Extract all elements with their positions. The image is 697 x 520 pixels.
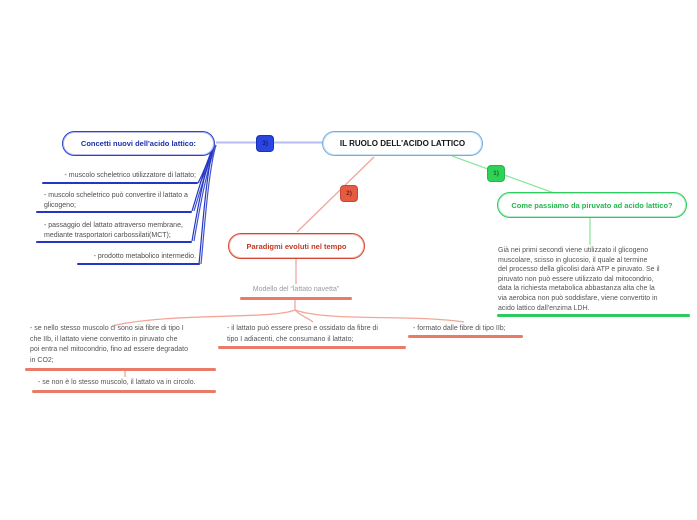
order-badge-3-label: 3): [262, 140, 268, 147]
green-paragraph-line: muscolare, scisso in glucosio, il quale al termine: [498, 256, 648, 264]
red-sub-node-underline: [240, 297, 352, 300]
red-item-1-line: che IIb, il lattato viene convertito in piruvato che: [30, 335, 178, 343]
blue-item-1[interactable]: [38, 171, 196, 181]
blue-item-4[interactable]: [40, 252, 196, 262]
green-paragraph[interactable]: [498, 246, 692, 313]
blue-item-3[interactable]: [44, 221, 204, 241]
blue-item-2-line: glicogeno;: [44, 202, 76, 209]
red-item-4[interactable]: [413, 324, 523, 335]
green-paragraph-line: via aerobica non può soddisfare, viene convertito in: [498, 294, 658, 302]
red-item-2-underline: [32, 390, 216, 393]
blue-item-3-line: - passaggio del lattato attraverso membrane,: [44, 222, 183, 229]
blue-item-2-underline: [36, 211, 192, 213]
red-item-3[interactable]: [227, 324, 407, 345]
green-paragraph-underline: [497, 314, 690, 317]
red-item-1-underline: [25, 368, 216, 371]
order-badge-1[interactable]: [487, 165, 505, 182]
green-paragraph-line: data la richiesta metabolica abbastanza alta che la: [498, 285, 655, 293]
green-branch-node-label: Come passiamo da piruvato ad acido lattico?: [511, 200, 673, 210]
blue-item-3-line: mediante trasportatori carbossilati(MCT);: [44, 232, 171, 239]
green-branch-node[interactable]: [497, 192, 687, 218]
green-paragraph-line: acido lattico dall'enzima LDH.: [498, 304, 590, 312]
order-badge-1-label: 1): [493, 170, 499, 177]
blue-item-1-underline: [42, 182, 198, 184]
red-sub-node[interactable]: [240, 286, 352, 293]
blue-item-4-line: - prodotto metabolico intermedio.: [93, 253, 196, 260]
red-item-1-line: - se nello stesso muscolo ci sono sia fibre di tipo I: [30, 325, 184, 332]
blue-branch-node-label: Concetti nuovi dell'acido lattico:: [80, 139, 197, 148]
blue-item-2[interactable]: [44, 191, 204, 211]
blue-item-4-underline: [77, 263, 200, 265]
blue-item-2-line: - muscolo scheletrico può convertire il lattato a: [44, 192, 188, 199]
red-item-4-underline: [408, 335, 523, 338]
order-badge-3[interactable]: [256, 135, 274, 152]
order-badge-2[interactable]: [340, 185, 358, 202]
red-sub-node-label: Modello del “lattato navetta”: [252, 286, 340, 293]
red-item-1[interactable]: [30, 324, 220, 366]
green-paragraph-line: del processo della glicolisi darà ATP e piruvato. Se il: [498, 266, 660, 274]
red-item-2-line: - se non è lo stesso muscolo, il lattato va in circolo.: [38, 379, 196, 386]
root-node-label: IL RUOLO DELL'ACIDO LATTICO: [339, 139, 466, 148]
red-item-4-line: - formato dalle fibre di tipo IIb;: [413, 325, 506, 332]
green-paragraph-line: Già nei primi secondi viene utilizzato il glicogeno: [498, 247, 649, 254]
red-item-1-line: in CO2;: [30, 356, 54, 364]
blue-item-1-line: - muscolo scheletrico utilizzatore di lattato;: [64, 172, 196, 179]
red-item-2[interactable]: [38, 378, 220, 389]
root-node[interactable]: [322, 131, 483, 156]
red-item-1-line: poi entra nel mitocondrio, fino ad essere degradato: [30, 346, 188, 353]
blue-branch-node[interactable]: [62, 131, 215, 156]
red-item-3-line: tipo I adiacenti, che consumano il lattato;: [227, 335, 354, 343]
red-item-3-line: - il lattato può essere preso e ossidato da fibre di: [227, 325, 378, 332]
red-branch-node-label: Paradigmi evoluti nel tempo: [246, 241, 347, 251]
order-badge-2-label: 2): [346, 190, 352, 197]
blue-item-3-underline: [36, 241, 192, 243]
red-branch-node[interactable]: [228, 233, 365, 259]
green-paragraph-line: piruvato non può essere utilizzato dal mitocondrio,: [498, 275, 654, 283]
red-item-3-underline: [218, 346, 406, 349]
